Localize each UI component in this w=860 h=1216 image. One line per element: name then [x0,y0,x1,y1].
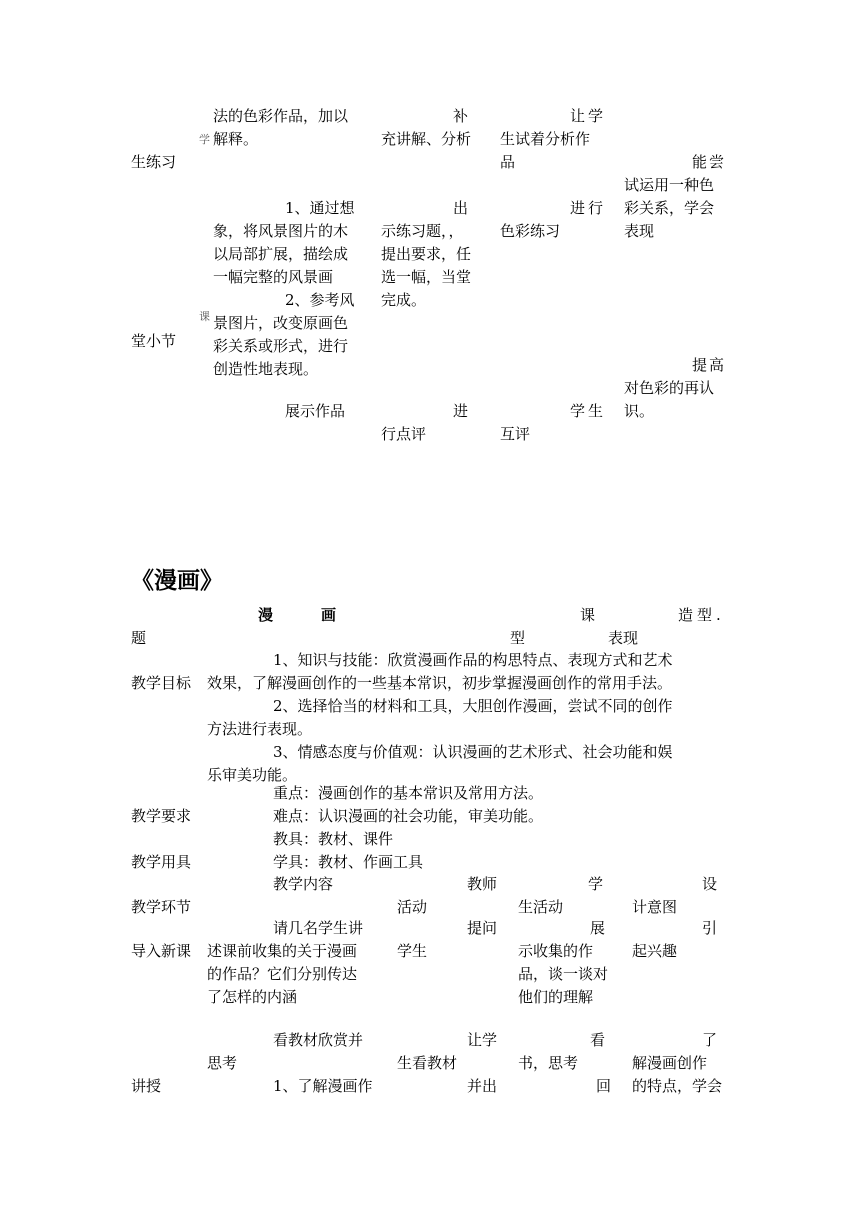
design-intent-line: 表现 [624,222,655,240]
intro-content-line: 的作品？它们分别传达 [207,965,358,983]
content-line: 一幅完整的风景画 [213,268,334,286]
student-activity-line: 让学 [570,107,607,125]
goals-line: 方法进行表现。 [207,720,313,738]
row-label-student-practice: 生练习 [131,153,177,171]
intro-student-line: 他们的理解 [518,988,594,1006]
column-header-design: 计意图 [632,898,678,916]
row-label-class-summary: 堂小节 [131,332,177,350]
type-value: 造型. [678,606,725,624]
teacher-activity-line: 完成。 [381,291,427,309]
intro-student-line: 示收集的作 [518,942,594,960]
intro-student-line: 展 [590,919,606,937]
tools-line: 教具：教材、课件 [273,830,394,848]
teach-teacher-line: 并出 [467,1077,498,1095]
student-activity-line: 学生 [570,402,607,420]
goals-line: 1、知识与技能：欣赏漫画作品的构思特点、表现方式和艺术 [273,651,673,669]
student-activity-line: 生试着分析作 [500,130,591,148]
column-header-teacher: 教师 [467,875,498,893]
teacher-activity-line: 行点评 [381,425,427,443]
goals-line: 2、选择恰当的材料和工具，大胆创作漫画，尝试不同的创作 [273,697,673,715]
student-activity-line: 互评 [500,425,531,443]
design-intent-line: 试运用一种色 [624,176,715,194]
teacher-activity-line: 进 [453,402,469,420]
design-intent-line: 对色彩的再认 [624,379,715,397]
teach-student-line: 书，思考 [518,1054,579,1072]
teacher-activity-line: 出 [453,199,469,217]
column-header-teacher: 活动 [397,898,428,916]
teach-student-line: 看 [590,1031,606,1049]
stage-intro-label: 导入新课 [131,942,192,960]
tools-label: 教学用具 [131,853,192,871]
type-label: 课 [580,606,596,624]
topic-label: 题 [131,629,147,647]
requirements-label: 教学要求 [131,807,192,825]
intro-content-line: 请几名学生讲 [273,919,364,937]
intro-teacher-line: 提问 [467,919,498,937]
student-activity-line: 色彩练习 [500,222,561,240]
teach-teacher-line: 让学 [467,1031,498,1049]
teacher-activity-line: 选一幅，当堂 [381,268,472,286]
content-line: 解释。 [213,130,259,148]
content-line: 象，将风景图片的木 [213,222,349,240]
intro-content-line: 了怎样的内涵 [207,988,298,1006]
content-line: 创造性地表现。 [213,360,319,378]
type-label: 型 [510,629,526,647]
teach-content-line: 思考 [207,1054,238,1072]
column-header-student: 生活动 [518,898,564,916]
teach-teacher-line: 生看教材 [397,1054,458,1072]
intro-design-line: 引 [702,919,718,937]
goals-line: 效果，了解漫画创作的一些基本常识，初步掌握漫画创作的常用手法。 [207,674,673,692]
design-intent-line: 提高 [692,356,727,374]
column-header-content: 教学内容 [273,875,334,893]
content-line: 1、通过想 [285,199,355,217]
row-label-fragment: 学 [199,133,210,146]
content-line: 2、参考风 [285,291,355,309]
student-activity-line: 品 [500,153,516,171]
design-intent-line: 识。 [624,402,655,420]
section-title: 《漫画》 [131,567,223,594]
intro-student-line: 品，谈一谈对 [518,965,609,983]
teach-design-line: 解漫画创作 [632,1054,708,1072]
content-line: 以局部扩展，描绘成 [213,245,349,263]
content-line: 展示作品 [285,402,346,420]
content-line: 彩关系或形式，进行 [213,337,349,355]
type-value: 表现 [608,629,639,647]
teacher-activity-line: 补 [453,107,469,125]
teacher-activity-line: 提出要求，任 [381,245,472,263]
column-header-design: 设 [702,875,718,893]
content-line: 法的色彩作品，加以 [213,107,349,125]
design-intent-line: 彩关系，学会 [624,199,715,217]
topic-value: 漫 画 [258,606,343,624]
tools-line: 学具：教材、作画工具 [273,853,424,871]
requirements-line: 难点：认识漫画的社会功能，审美功能。 [273,807,544,825]
column-header-student: 学 [588,875,604,893]
student-activity-line: 进行 [570,199,607,217]
stage-teach-label: 讲授 [131,1077,162,1095]
design-intent-line: 能尝 [692,153,727,171]
teach-design-line: 了 [702,1031,718,1049]
teacher-activity-line: 充讲解、分析 [381,130,472,148]
teach-content-line: 看教材欣赏并 [273,1031,364,1049]
row-label-fragment: 课 [199,310,210,323]
teach-content-line: 1、了解漫画作 [273,1077,373,1095]
requirements-line: 重点：漫画创作的基本常识及常用方法。 [273,784,544,802]
teacher-activity-line: 示练习题，， [381,222,464,240]
goals-label: 教学目标 [131,674,192,692]
content-line: 景图片，改变原画色 [213,314,349,332]
intro-teacher-line: 学生 [397,942,428,960]
goals-line: 3、情感态度与价值观：认识漫画的艺术形式、社会功能和娱 [273,743,673,761]
intro-content-line: 述课前收集的关于漫画 [207,942,358,960]
teach-design-line: 的特点，学会 [632,1077,723,1095]
intro-design-line: 起兴趣 [632,942,678,960]
goals-line: 乐审美功能。 [207,766,298,784]
teach-student-line: 回 [596,1077,612,1095]
column-header-stage: 教学环节 [131,898,192,916]
